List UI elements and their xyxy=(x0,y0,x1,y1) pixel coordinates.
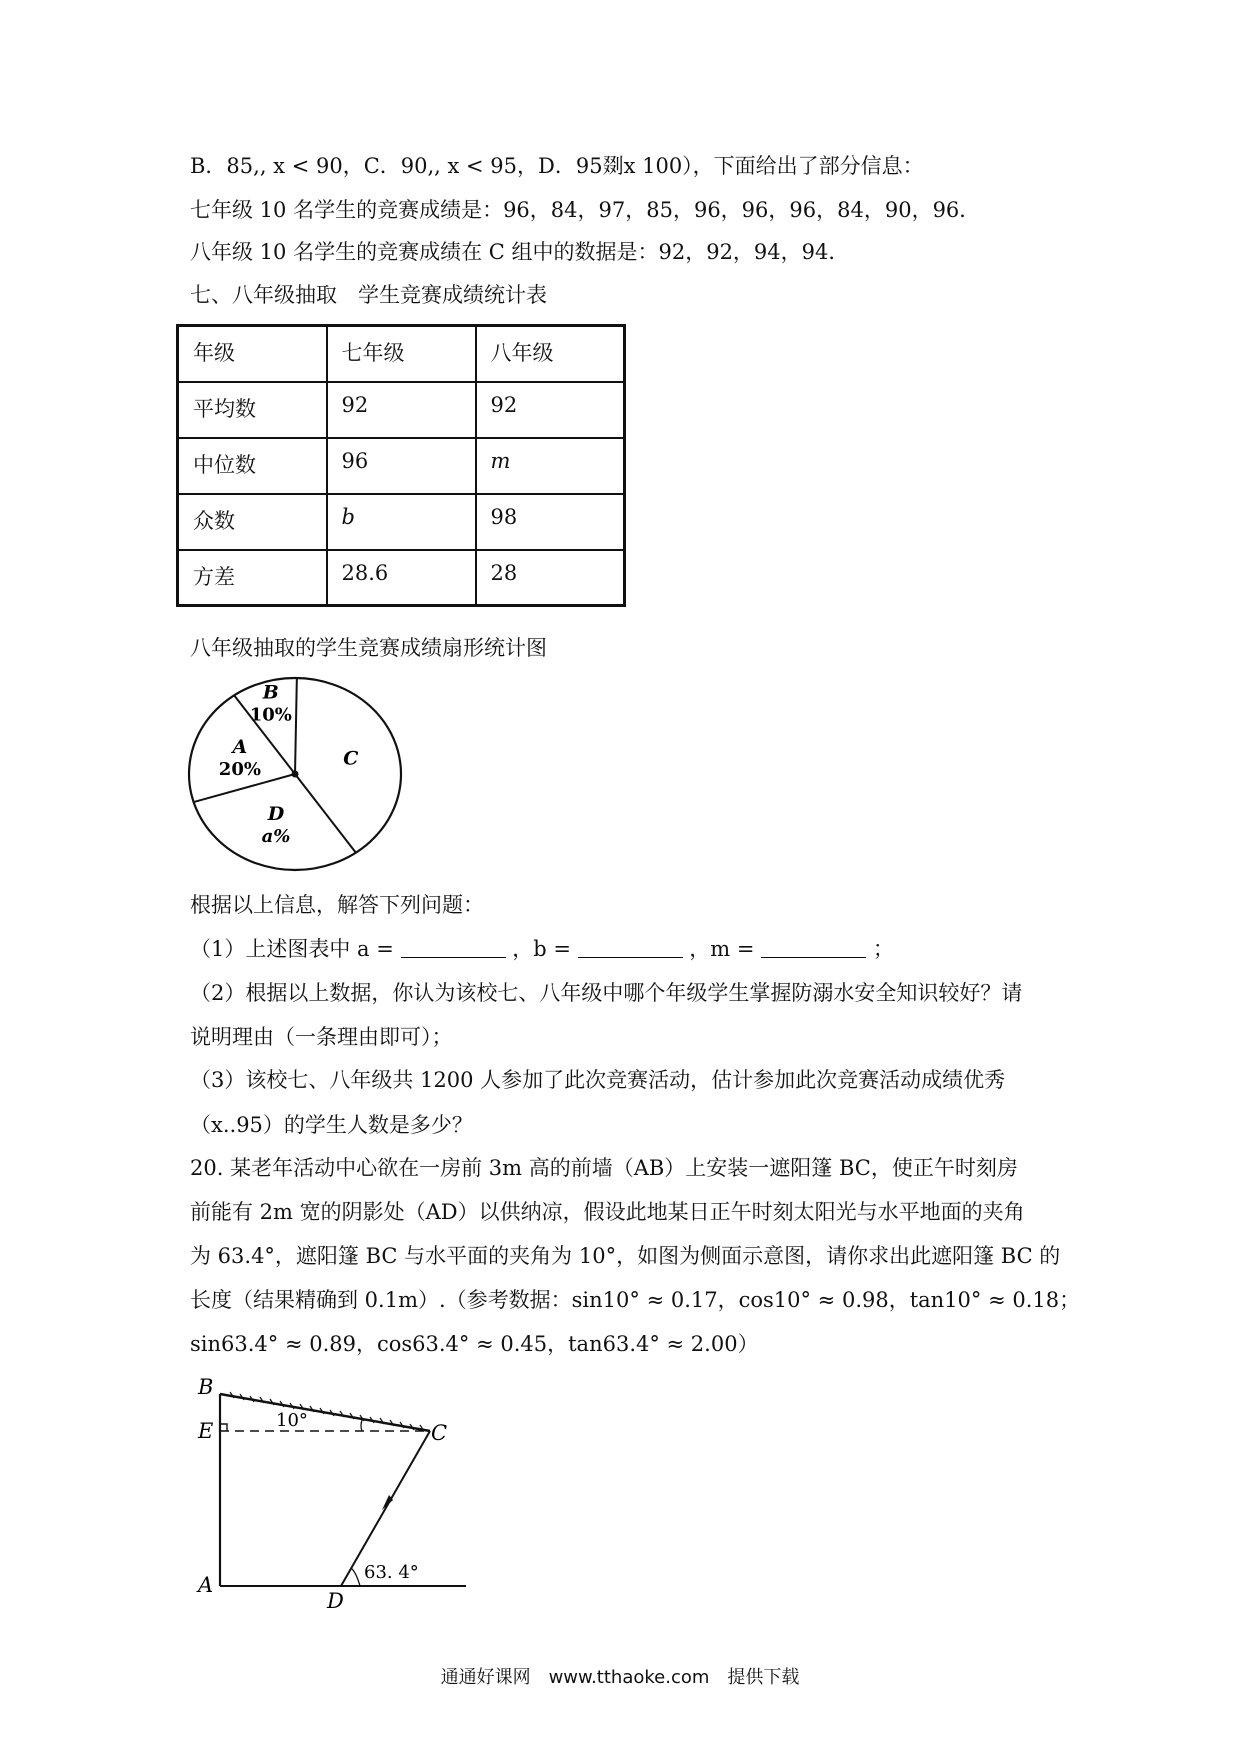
pie-label-b: B xyxy=(262,681,279,704)
q1-a-label: （1）上述图表中 a = xyxy=(190,937,394,961)
table-cell: 七年级 xyxy=(327,326,476,382)
awning-bc xyxy=(220,1394,430,1431)
point-label-d: D xyxy=(327,1589,344,1613)
questions-intro: 根据以上信息，解答下列问题： xyxy=(190,893,484,917)
question-2-line-2: 说明理由（一条理由即可）； xyxy=(190,1025,453,1049)
q1-m-label: ，m = xyxy=(689,937,755,961)
table-row xyxy=(178,494,625,550)
problem-20-line-2: 前能有 2m 宽的阴影处（AD）以供纳凉，假设此地某日正午时刻太阳光与水平地面的夹角 xyxy=(190,1200,1025,1224)
table-cell: m xyxy=(476,438,625,494)
text-line-grade7-scores: 七年级 10 名学生的竞赛成绩是：96，84，97，85，96，96，96，84，90，96． xyxy=(190,198,981,222)
q1-b-label: ，b = xyxy=(512,937,571,961)
point-label-a: A xyxy=(198,1573,214,1597)
question-3-line-2: （x..95）的学生人数是多少？ xyxy=(190,1113,473,1137)
awning-diagram xyxy=(190,1374,490,1614)
problem-20-line-5: sin63.4° ≈ 0.89，cos63.4° ≈ 0.45，tan63.4° ≈ 2.00） xyxy=(190,1332,759,1356)
table-row xyxy=(178,326,625,382)
pie-boundary-c xyxy=(295,678,297,774)
table-cell: 方差 xyxy=(178,550,327,606)
pie-chart xyxy=(186,674,426,874)
table-cell: 96 xyxy=(327,438,476,494)
table-cell: 92 xyxy=(327,382,476,438)
table-cell: 年级 xyxy=(178,326,327,382)
text-line-groups: B．85,, x < 90，C．90,, x < 95，D．95剟x 100），下面给出了部分信息： xyxy=(190,154,924,178)
problem-20-line-3: 为 63.4°，遮阳篷 BC 与水平面的夹角为 10°，如图为侧面示意图，请你求出此遮阳篷 BC 的 xyxy=(190,1244,1061,1268)
angle-arc-c xyxy=(361,1420,362,1431)
q1-end: ； xyxy=(872,937,894,961)
footer-credit: 通通好课网 www.tthaoke.com 提供下载 xyxy=(440,1667,800,1688)
table-cell: 众数 xyxy=(178,494,327,550)
point-label-b: B xyxy=(198,1375,214,1399)
question-3-line-1: （3）该校七、八年级共 1200 人参加了此次竞赛活动，估计参加此次竞赛活动成绩优秀 xyxy=(190,1068,1006,1092)
angle-label-63: 63. 4° xyxy=(364,1562,419,1583)
table-row xyxy=(178,438,625,494)
problem-20-line-4: 长度（结果精确到 0.1m）.（参考数据：sin10° ≈ 0.17，cos10° ≈ 0.98，tan10° ≈ 0.18； xyxy=(190,1288,1081,1312)
table-cell: 八年级 xyxy=(476,326,625,382)
pie-value-d: a% xyxy=(261,825,291,847)
table-caption: 七、八年级抽取 学生竞赛成绩统计表 xyxy=(190,283,547,307)
answer-blank-b[interactable] xyxy=(578,937,683,958)
table-cell: 28 xyxy=(476,550,625,606)
pie-label-a: A xyxy=(232,735,248,758)
problem-20-line-1: 20. 某老年活动中心欲在一房前 3m 高的前墙（AB）上安装一遮阳篷 BC，使正午时刻房 xyxy=(190,1156,1018,1180)
stats-table xyxy=(176,324,626,607)
pie-boundary-d xyxy=(295,774,356,853)
pie-center-dot xyxy=(292,771,299,778)
table-row xyxy=(178,550,625,606)
point-label-e: E xyxy=(198,1419,214,1443)
pie-value-a: 20% xyxy=(218,758,261,780)
table-cell: b xyxy=(327,494,476,550)
pie-value-b: 10% xyxy=(249,704,292,726)
question-2-line-1: （2）根据以上数据，你认为该校七、八年级中哪个年级学生掌握防溺水安全知识较好？请 xyxy=(190,981,1023,1005)
table-cell: 28.6 xyxy=(327,550,476,606)
question-1 xyxy=(190,935,894,963)
text-line-grade8-c-group: 八年级 10 名学生的竞赛成绩在 C 组中的数据是：92，92，94，94． xyxy=(190,240,850,264)
point-label-c: C xyxy=(431,1421,448,1445)
pie-label-c: C xyxy=(343,747,359,770)
pie-label-d: D xyxy=(267,802,285,825)
table-cell: 98 xyxy=(476,494,625,550)
answer-blank-m[interactable] xyxy=(761,937,866,958)
table-cell: 92 xyxy=(476,382,625,438)
table-row xyxy=(178,382,625,438)
chart-title: 八年级抽取的学生竞赛成绩扇形统计图 xyxy=(190,636,547,660)
answer-blank-a[interactable] xyxy=(401,937,506,958)
table-cell: 中位数 xyxy=(178,438,327,494)
table-cell: 平均数 xyxy=(178,382,327,438)
angle-label-10: 10° xyxy=(276,1410,308,1431)
angle-arc-d xyxy=(351,1568,360,1586)
